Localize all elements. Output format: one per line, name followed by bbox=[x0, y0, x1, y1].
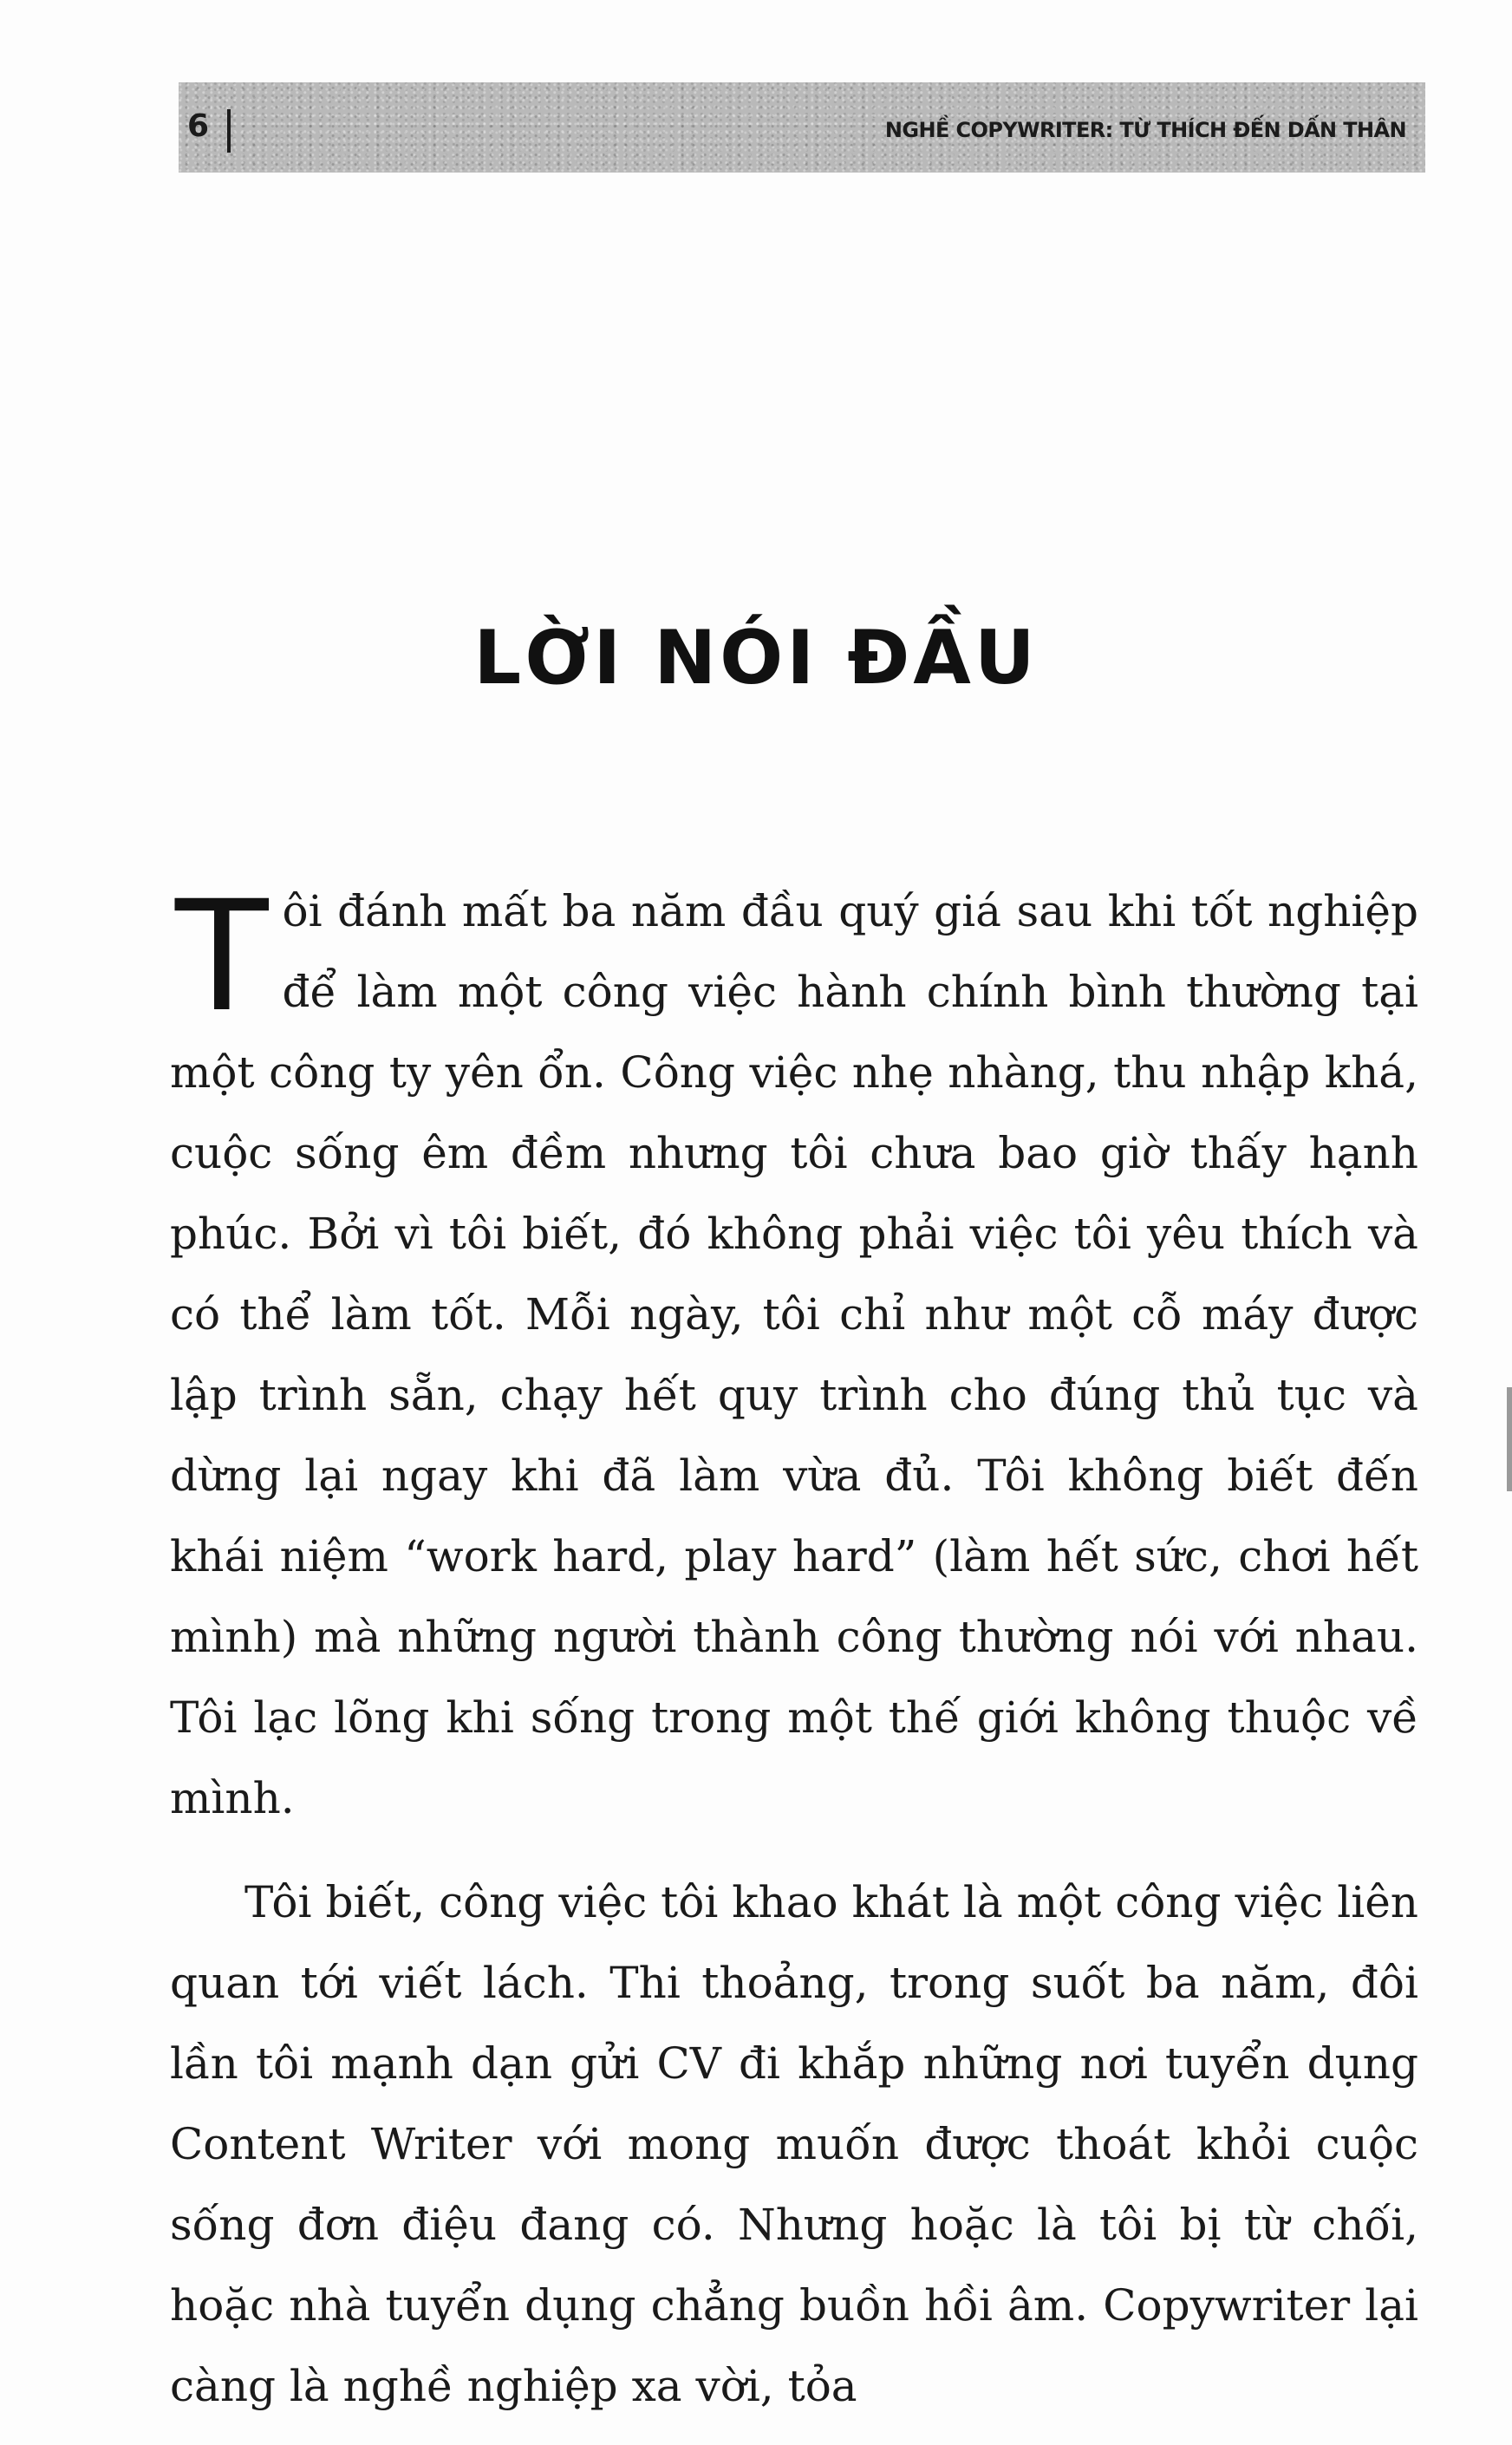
body-text bbox=[170, 868, 1418, 2427]
running-title: NGHỀ COPYWRITER: TỪ THÍCH ĐẾN DẤN THÂN bbox=[884, 118, 1406, 142]
paragraph-2: Tôi biết, công việc tôi khao khát là một công việc liên quan tới viết lách. Thi thoảng, trong suốt ba năm, đôi lần tôi mạnh dạn gửi CV đi khắp những nơi tuyển dụng Content Writer với mong muốn được thoát khỏi cuộc sống đơn điệu đang có. Nhưng hoặc là tôi bị từ chối, hoặc nhà tuyển dụng chẳng buồn hồi âm. Copywriter lại càng là nghề nghiệp xa vời, tỏa bbox=[170, 1877, 1418, 2411]
page-number: 6 bbox=[187, 108, 210, 144]
header-divider bbox=[227, 109, 231, 153]
drop-cap: T bbox=[175, 868, 269, 1046]
paragraph-1-text: ôi đánh mất ba năm đầu quý giá sau khi tốt nghiệp để làm một công việc hành chính bình thường tại một công ty yên ổn. Công việc nhẹ nhàng, thu nhập khá, cuộc sống êm đềm nhưng tôi chưa bao giờ thấy hạnh phúc. Bởi vì tôi biết, đó không phải việc tôi yêu thích và có thể làm tốt. Mỗi ngày, tôi chỉ như một cỗ máy được lập trình sẵn, chạy hết quy trình cho đúng thủ tục và dừng lại ngay khi đã làm vừa đủ. Tôi không biết đến khái niệm “work hard, play hard” (làm hết sức, chơi hết mình) mà những người thành công thường nói với nhau. Tôi lạc lõng khi sống trong một thế giới không thuộc về mình. bbox=[170, 886, 1418, 1823]
chapter-title: LỜI NÓI ĐẦU bbox=[473, 614, 1039, 701]
paragraph-1 bbox=[170, 868, 1418, 1839]
page-edge-shadow bbox=[1507, 1387, 1512, 1491]
